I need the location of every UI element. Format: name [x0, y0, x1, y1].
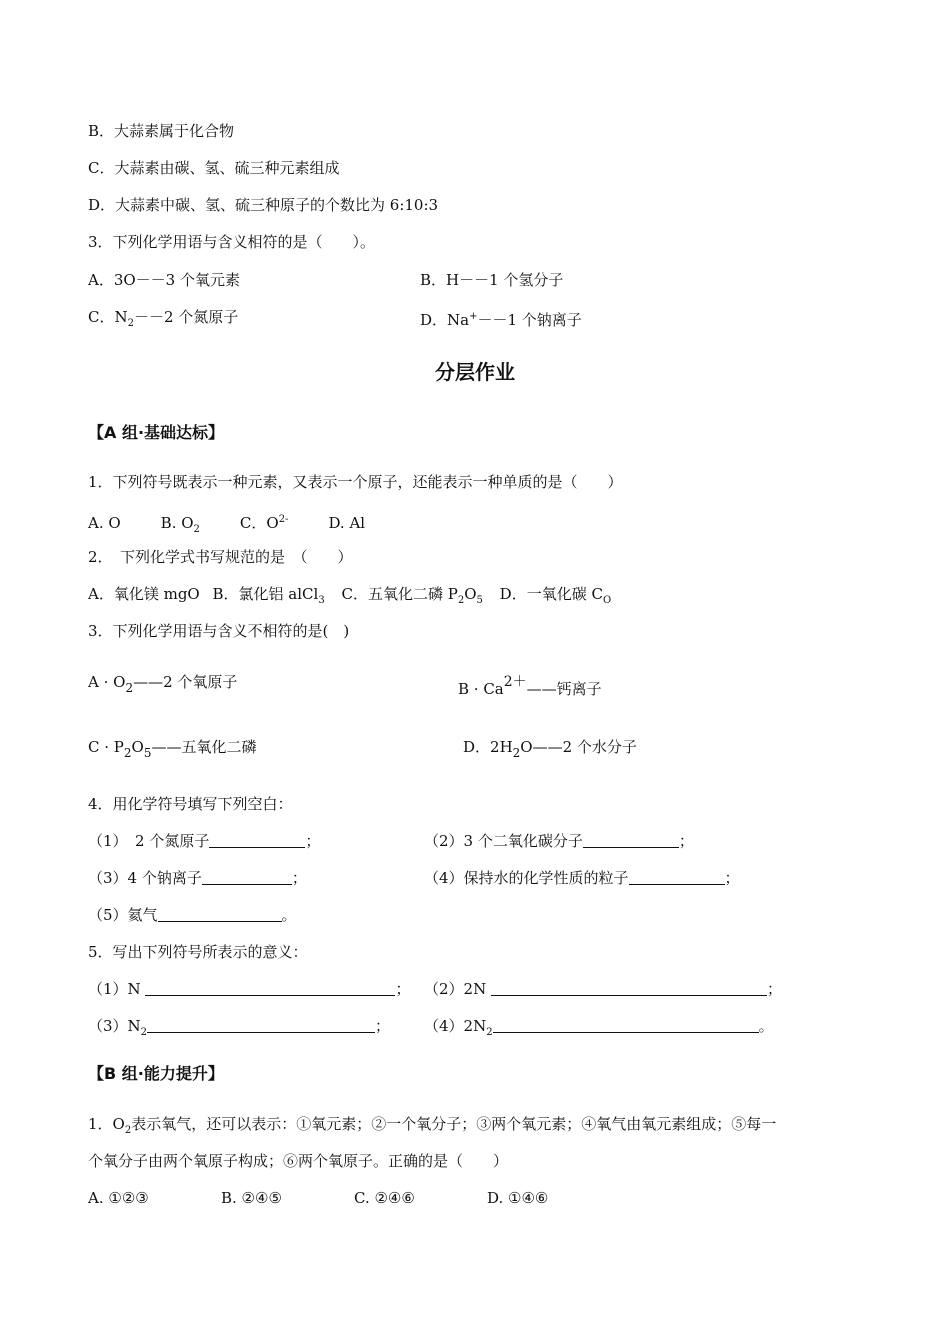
a-q3-option-d: D．$2H_2O——2$ 个水分子: [463, 738, 637, 760]
a-q4-item-5: （5）氦气 。: [88, 906, 297, 924]
a-q5-item-3: $(3)N_2$ ；: [88, 1017, 391, 1038]
b-q1-option-d: D. ①④⑥: [487, 1189, 549, 1207]
a-question-4: 4．用化学符号填写下列空白：: [88, 795, 293, 813]
a-q5-item-1: （1）N ；: [88, 980, 411, 998]
a-question-5: 5．写出下列符号所表示的意义：: [88, 943, 308, 961]
b-q1-option-a: A. ①②③: [88, 1189, 149, 1207]
answer-blank[interactable]: [583, 833, 679, 848]
a-q2-option-d: D．一氧化碳 $C_O$: [499, 585, 612, 606]
q3-option-b: B．H－－1 个氢分子: [420, 271, 564, 289]
b-q1-option-b: B. ②④⑤: [221, 1189, 282, 1207]
a-q1-options: [88, 510, 405, 540]
a-q1-option-b: B. $O_2$: [160, 514, 200, 535]
b-question-1-line-2: 个氧分子由两个氧原子构成；⑥两个氧原子。正确的是（ ）: [88, 1152, 509, 1170]
group-a-heading: 【A 组·基础达标】: [88, 423, 225, 442]
answer-blank[interactable]: [145, 981, 395, 996]
a-q4-item-3: （3）4 个钠离子 ；: [88, 869, 307, 887]
a-q4-item-1: （1） 2 个氮原子 ；: [88, 832, 321, 850]
a-q1-option-a: A. O: [88, 514, 121, 532]
a-q3-option-b: B · Ca2＋——钙离子: [458, 674, 602, 698]
a-q2-option-b: B．氯化铝 alCl$_3$: [212, 585, 325, 606]
option-d: D．大蒜素中碳、氢、硫三种原子的个数比为 6:10:3: [88, 196, 439, 214]
answer-blank[interactable]: [147, 1018, 375, 1033]
answer-blank[interactable]: [629, 870, 725, 885]
a-q3-option-c: $C \cdot P_2O_5——$五氧化二磷: [88, 738, 257, 760]
a-q1-option-c: C．$O^{2-}$: [239, 514, 289, 532]
q3-option-c: C．$N_2--2$ 个氮原子: [88, 308, 239, 329]
a-q3-option-a: $A \cdot O_2——2$ 个氧原子: [88, 673, 238, 695]
a-q5-item-2: （2）2N ；: [424, 980, 783, 998]
b-q1-options: [88, 1188, 548, 1208]
answer-blank[interactable]: [493, 1018, 759, 1033]
b-q1-option-c: C. ②④⑥: [354, 1189, 415, 1207]
a-q4-item-4: （4）保持水的化学性质的粒子 ；: [424, 869, 740, 887]
answer-blank[interactable]: [209, 833, 305, 848]
q3-option-a: A．3O－－3 个氧元素: [88, 271, 240, 289]
q3-option-d: D．Na+－－1 个钠离子: [420, 311, 582, 329]
a-q2-option-c: C．五氧化二磷 $P_2O_5$: [341, 585, 483, 606]
question-3: 3．下列化学用语与含义相符的是（ ）。: [88, 233, 376, 251]
group-b-heading: 【B 组·能力提升】: [88, 1064, 224, 1083]
option-b: B．大蒜素属于化合物: [88, 122, 235, 140]
a-question-1: 1．下列符号既表示一种元素，又表示一个原子，还能表示一种单质的是（ ）: [88, 473, 623, 491]
b-question-1-line-1: 1．$O_2$表示氧气，还可以表示：①氧元素；②一个氧分子；③两个氧元素；④氧气由氧元素组成；⑤每一: [88, 1115, 777, 1136]
a-q5-item-4: $(4)2N_2$ 。: [424, 1017, 774, 1038]
a-q4-item-2: （2）3 个二氧化碳分子 ；: [424, 832, 694, 850]
a-question-3: 3．下列化学用语与含义不相符的是( ): [88, 622, 350, 640]
a-q2-option-a: A．氧化镁 mgO: [88, 585, 200, 603]
answer-blank[interactable]: [202, 870, 292, 885]
answer-blank[interactable]: [158, 907, 282, 922]
answer-blank[interactable]: [491, 981, 767, 996]
a-question-2: 2． 下列化学式书写规范的是 （ ）: [88, 548, 353, 566]
option-c: C．大蒜素由碳、氢、硫三种元素组成: [88, 159, 340, 177]
a-q2-options: [88, 584, 611, 611]
a-q1-option-d: D. Al: [328, 514, 366, 532]
page-title: 分层作业: [435, 360, 515, 384]
